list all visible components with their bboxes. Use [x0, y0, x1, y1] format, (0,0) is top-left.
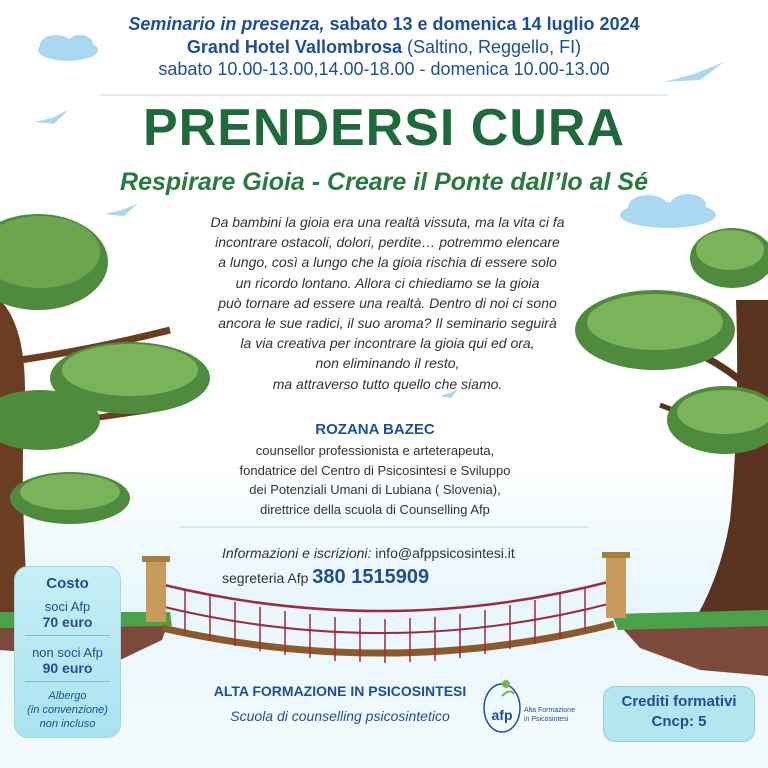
credits-label: Crediti formativi: [621, 693, 737, 710]
description-line: a lungo, così a lungo che la gioia rischia di essere solo: [218, 254, 557, 271]
hotel-note-line: (in convenzione): [27, 704, 108, 716]
cost-title: Costo: [46, 575, 89, 592]
contact-label: Informazioni e iscrizioni:: [222, 545, 372, 561]
credits-box: [603, 686, 755, 742]
event-date-line: [0, 14, 768, 35]
non-members-price: 90 euro: [42, 660, 93, 676]
school-tagline: Scuola di counselling psicosintetico: [230, 708, 450, 724]
event-venue-line: [0, 37, 768, 58]
bio-line: counsellor professionista e arteterapeuta,: [255, 443, 495, 458]
description-line: ancora le sue radici, il suo aroma? Il seminario seguirà: [218, 315, 557, 332]
logo-mark: afp: [491, 707, 513, 723]
description-line: ma attraverso tutto quello che siamo.: [272, 375, 503, 392]
bio-line: dei Potenziali Umani di Lubiana ( Slovenia),: [249, 482, 501, 497]
venue-name: Grand Hotel Vallombrosa: [186, 37, 402, 57]
author-name: ROZANA BAZEC: [315, 421, 435, 438]
description-line: può tornare ad essere una realtà. Dentro di noi ci sono: [218, 294, 557, 311]
description-line: non eliminando il resto,: [315, 355, 460, 372]
school-name: ALTA FORMAZIONE IN PSICOSINTESI: [213, 683, 467, 699]
logo-caption-line: in Psicosintesi: [524, 716, 569, 723]
hotel-note: [15, 689, 120, 731]
members-price: 70 euro: [42, 614, 93, 630]
bio-line: fondatrice del Centro di Psicosintesi e Sviluppo: [239, 462, 511, 478]
event-dates: sabato 13 e domenica 14 luglio 2024: [324, 14, 640, 34]
description-paragraph: [160, 212, 615, 394]
non-members-label: non soci Afp: [32, 645, 103, 660]
afp-logo: [480, 676, 590, 736]
logo-caption-line: Alta Formazione: [524, 707, 575, 714]
phone-label: segreteria Afp: [222, 570, 313, 586]
cost-box: [14, 566, 121, 738]
contact-info: [222, 545, 515, 561]
venue-location: (Saltino, Reggello, FI): [401, 37, 582, 57]
bio-line: direttrice della scuola di Counselling Afp: [260, 501, 490, 517]
hotel-note-line: non incluso: [39, 718, 96, 730]
afp-logo-icon: [480, 676, 590, 736]
author-bio: [190, 441, 560, 519]
description-line: Da bambini la gioia era una realtà vissuta, ma la vita ci fa: [210, 214, 565, 230]
page-title: PRENDERSI CURA: [142, 99, 626, 157]
description-line: incontrare ostacoli, dolori, perdite… potremmo elencare: [215, 234, 560, 251]
bird-icon: [104, 203, 138, 216]
credits-value: Cncp: 5: [651, 713, 707, 730]
cloud-icon: [620, 194, 716, 228]
event-type: Seminario in presenza,: [128, 14, 325, 34]
members-label: soci Afp: [44, 599, 91, 614]
event-schedule: sabato 10.00-13.00,14.00-18.00 - domenica 10.00-13.00: [158, 59, 610, 79]
contact-phone: [222, 566, 429, 589]
hotel-note-line: Albergo: [48, 690, 87, 702]
description-line: la via creativa per incontrare la gioia qui ed ora,: [240, 335, 535, 352]
page-subtitle: Respirare Gioia - Creare il Ponte dall’Io al Sé: [120, 168, 648, 196]
description-line: un ricordo lontano. Allora ci chiediamo se la gioia: [235, 274, 540, 291]
phone-number[interactable]: 380 1515909: [312, 566, 430, 588]
contact-email-link[interactable]: info@afppsicosintesi.it: [371, 545, 515, 561]
